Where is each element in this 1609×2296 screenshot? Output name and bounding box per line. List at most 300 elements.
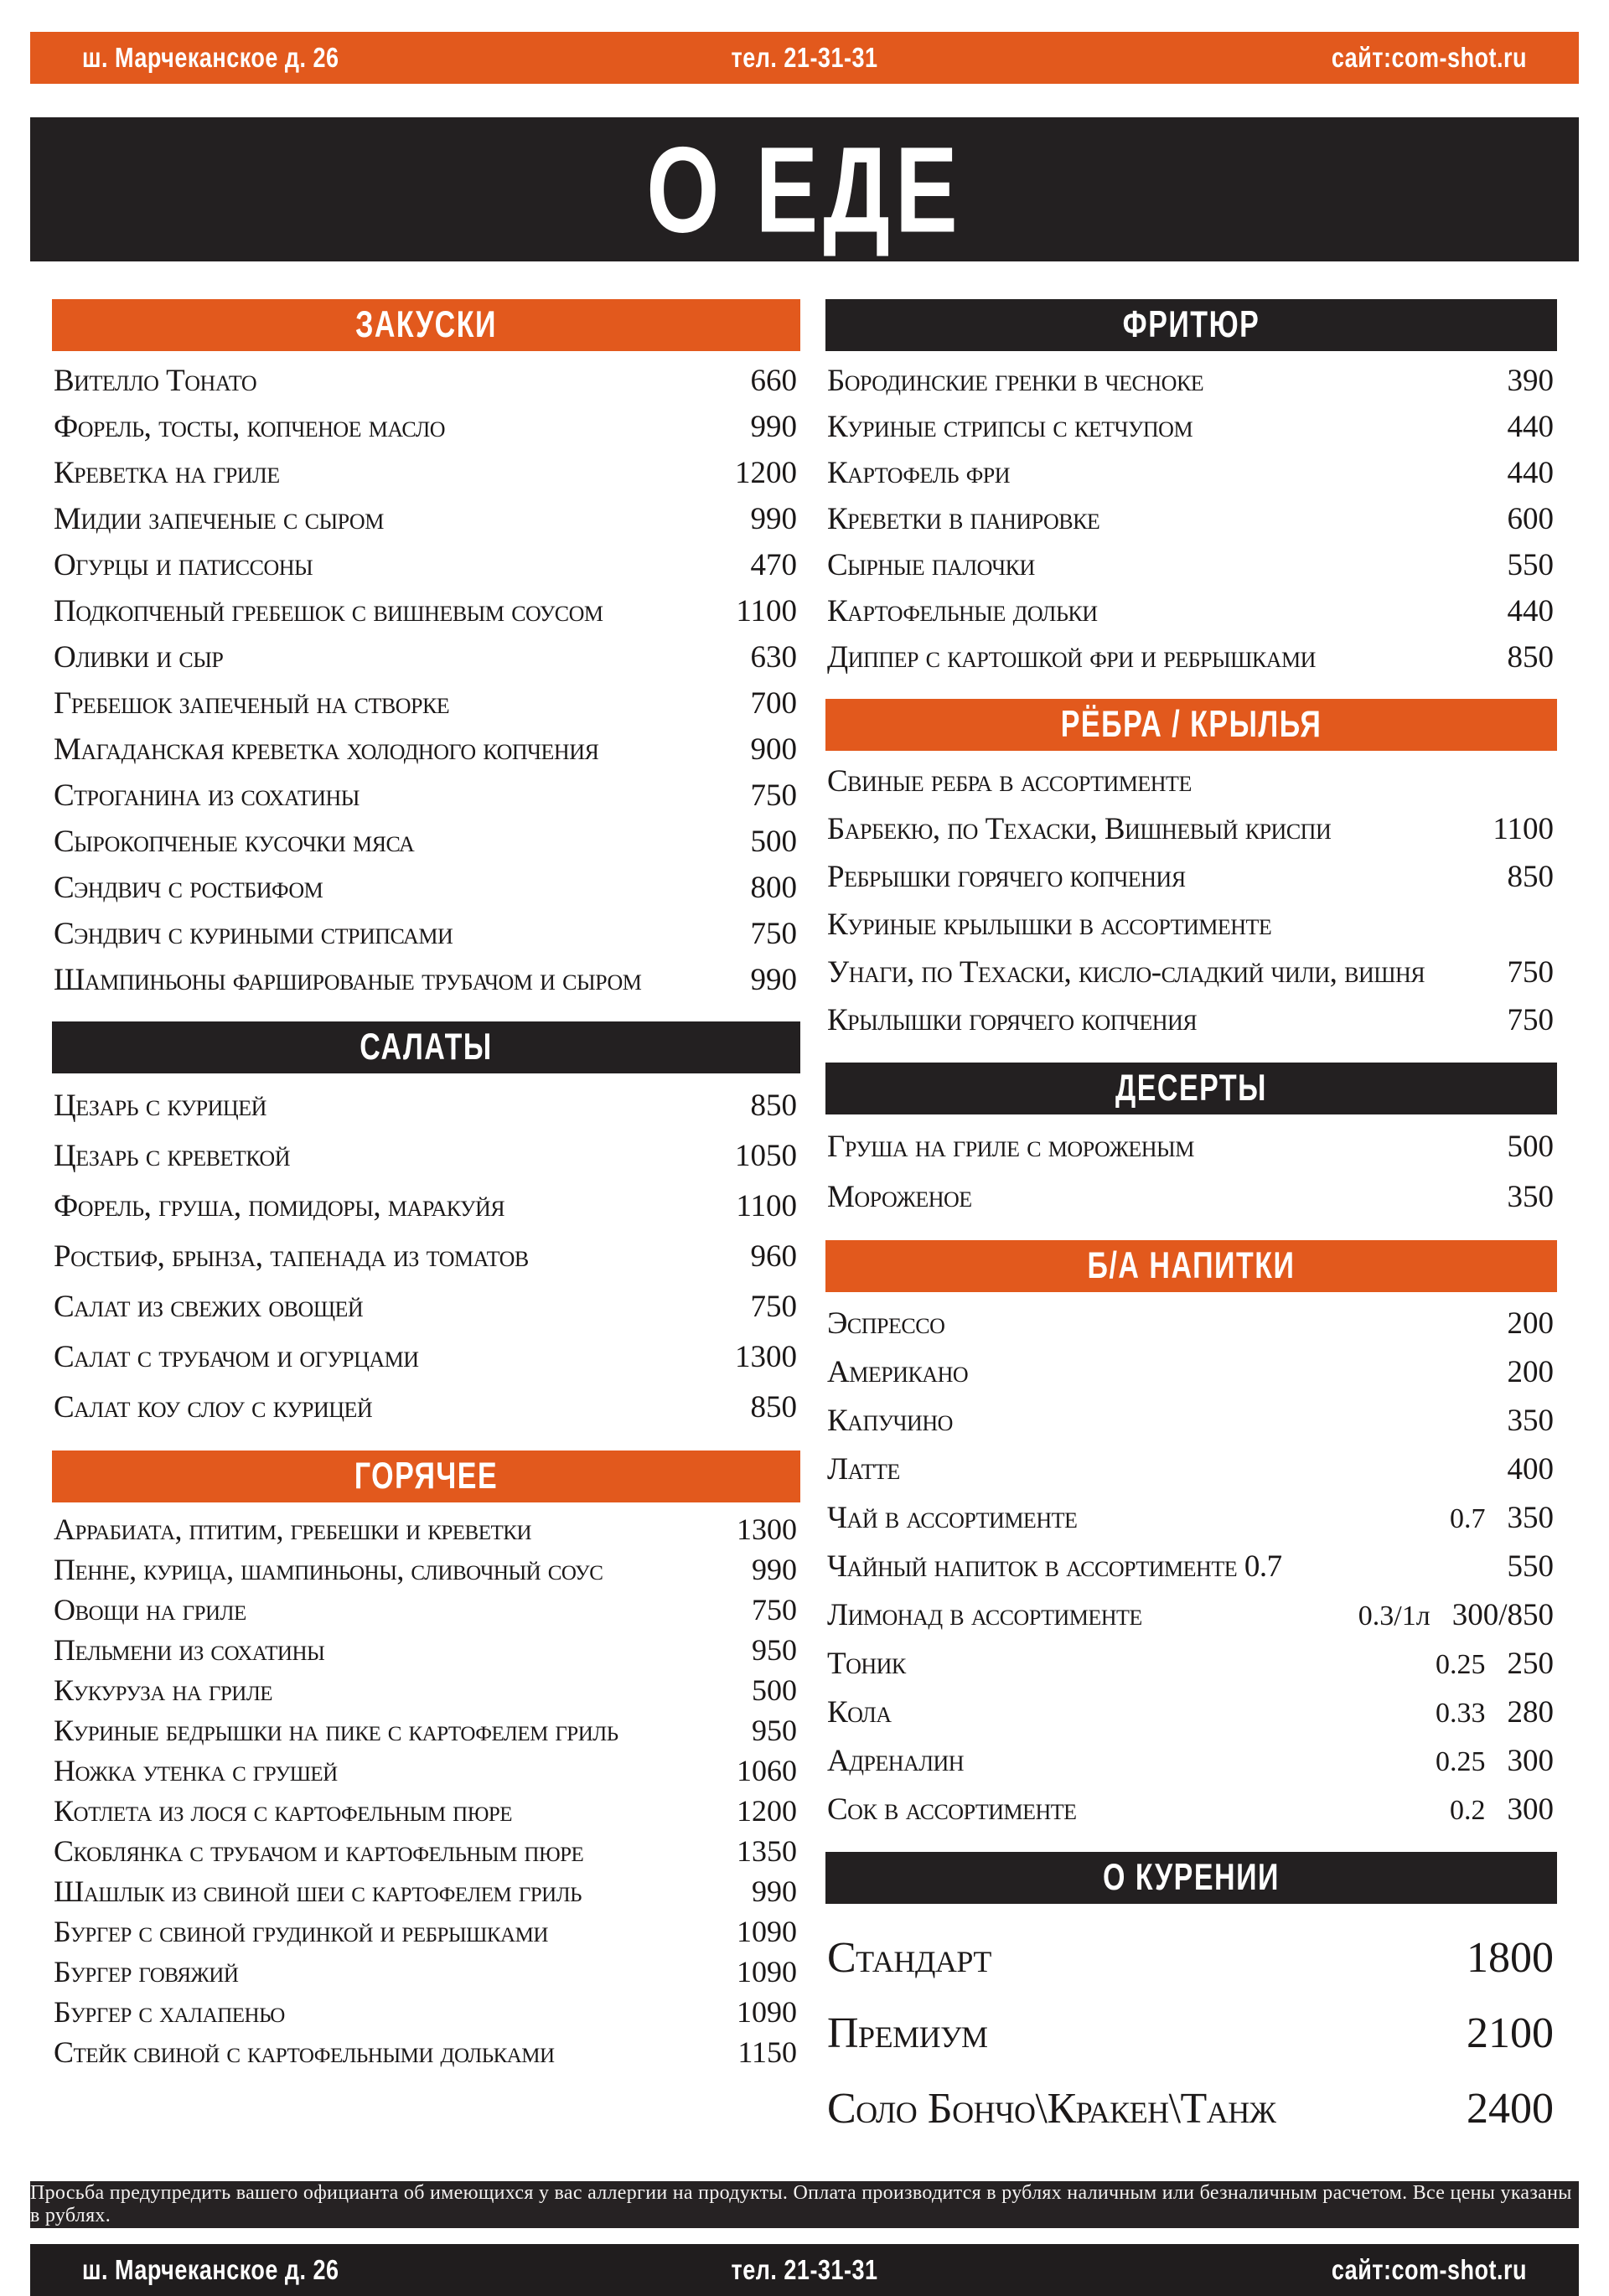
dish-price: 280 <box>1507 1694 1554 1730</box>
menu-item <box>827 1121 1554 1171</box>
section-header <box>825 699 1557 751</box>
section-items <box>825 358 1557 680</box>
dish-price: 2400 <box>1467 2085 1554 2133</box>
dish-name: Куриные стрипсы с кетчупом <box>827 410 1193 444</box>
dish-price: 850 <box>1507 860 1554 894</box>
dish-name: Тоник <box>827 1646 906 1681</box>
dish-price: 470 <box>750 548 797 582</box>
dish-name: Кола <box>827 1694 892 1730</box>
menu-item <box>54 496 797 542</box>
section-items <box>825 1299 1557 1833</box>
section-title: ФРИТЮР <box>1122 303 1260 346</box>
dish-price: 990 <box>752 1875 797 1908</box>
menu-item <box>54 1750 797 1791</box>
menu-item <box>827 542 1554 588</box>
dish-price: 350 <box>1507 1403 1554 1438</box>
price-group <box>737 1916 797 1947</box>
dish-price: 440 <box>1507 456 1554 490</box>
menu-item <box>54 1181 797 1231</box>
section-header <box>52 1451 800 1502</box>
section-items <box>825 1921 1557 2147</box>
dish-price: 600 <box>1507 502 1554 536</box>
menu-item <box>827 901 1554 949</box>
price-group <box>751 780 798 811</box>
menu-item <box>54 1791 797 1831</box>
price-group <box>750 1389 798 1425</box>
price-group <box>1508 365 1555 396</box>
bottom-info-bar <box>30 2244 1579 2296</box>
dish-name: Ножка утенка с грушей <box>54 1754 338 1787</box>
section-items <box>825 1121 1557 1222</box>
price-group <box>751 826 798 857</box>
menu-item <box>54 911 797 957</box>
price-group <box>1507 1179 1555 1214</box>
dish-name: Бургер говяжий <box>54 1955 239 1988</box>
price-group <box>1508 596 1555 627</box>
menu-item <box>827 1171 1554 1222</box>
dish-price: 1200 <box>735 456 797 490</box>
dish-price: 1150 <box>737 2035 797 2069</box>
menu-section-zakuski <box>52 299 800 1003</box>
menu-item <box>827 1396 1554 1445</box>
address-text: ш. Марчеканское д. 26 <box>82 2253 339 2286</box>
menu-item <box>827 1785 1554 1833</box>
menu-item <box>54 1382 797 1432</box>
price-group <box>1508 957 1555 988</box>
dish-price: 300 <box>1507 1743 1554 1778</box>
dish-name: Магаданская креветка холодного копчения <box>54 732 599 767</box>
dish-name: Цезарь с креветкой <box>54 1138 290 1173</box>
price-group <box>1436 1745 1554 1776</box>
dish-price: 440 <box>1507 410 1554 444</box>
menu-item <box>54 1831 797 1871</box>
page-title: О ЕДЕ <box>646 121 963 258</box>
website-text: сайт:com-shot.ru <box>1331 41 1528 74</box>
price-group <box>750 1238 798 1274</box>
dish-price: 800 <box>750 871 797 905</box>
menu-item <box>827 2071 1554 2147</box>
dish-name: Бургер с халапеньо <box>54 1995 285 2029</box>
dish-price: 500 <box>1507 1129 1554 1164</box>
menu-item <box>827 634 1554 680</box>
dish-name: Латте <box>827 1451 900 1487</box>
dish-name: Капучино <box>827 1403 953 1438</box>
notice-bar <box>30 2181 1579 2228</box>
menu-item <box>827 1736 1554 1785</box>
dish-name: Груша на гриле с мороженым <box>827 1129 1194 1164</box>
price-group <box>751 550 798 581</box>
price-group <box>735 1140 797 1171</box>
dish-name: Салат коу слоу с курицей <box>54 1389 373 1425</box>
price-group <box>751 1291 798 1322</box>
menu-item <box>54 1871 797 1911</box>
price-group <box>752 1675 797 1705</box>
menu-item <box>827 1493 1554 1542</box>
dish-name: Стейк свиной с картофельными дольками <box>54 2035 555 2069</box>
dish-name: Куриные крылышки в ассортименте <box>827 908 1272 942</box>
section-header <box>825 1063 1557 1114</box>
menu-item <box>827 949 1554 996</box>
dish-volume: 0.33 <box>1436 1697 1486 1729</box>
address-text: ш. Марчеканское д. 26 <box>82 41 339 74</box>
menu-item <box>54 1332 797 1382</box>
menu-item <box>827 588 1554 634</box>
dish-price: 1090 <box>737 1915 797 1948</box>
dish-price: 350 <box>1507 1500 1554 1535</box>
price-group <box>1508 1005 1555 1036</box>
dish-name: Салат с трубачом и огурцами <box>54 1339 419 1374</box>
section-title: РЁБРА / КРЫЛЬЯ <box>1060 703 1322 746</box>
dish-price: 500 <box>752 1673 797 1707</box>
price-group <box>735 1339 797 1374</box>
price-group <box>1508 411 1555 442</box>
dish-name: Подкопченый гребешок с вишневым соусом <box>54 594 603 628</box>
dish-price: 990 <box>750 410 797 444</box>
menu-item <box>827 496 1554 542</box>
price-group <box>1508 1308 1555 1339</box>
dish-name: Креветка на гриле <box>54 456 280 490</box>
dish-name: Форель, тосты, копченое масло <box>54 410 446 444</box>
menu-item <box>54 1590 797 1630</box>
dish-price: 1200 <box>737 1794 797 1828</box>
dish-price: 1300 <box>735 1339 797 1374</box>
dish-name: Гребешок запеченый на створке <box>54 686 450 721</box>
dish-price: 950 <box>752 1633 797 1667</box>
dish-name: Барбекю, по Техаски, Вишневый криспи <box>827 812 1332 846</box>
dish-name: Вителло Тонато <box>54 364 257 398</box>
menu-item <box>54 957 797 1003</box>
dish-name: Овощи на гриле <box>54 1593 246 1626</box>
dish-price: 1100 <box>736 1188 797 1223</box>
menu-section-kurenie <box>825 1852 1557 2147</box>
price-group <box>1507 1354 1555 1389</box>
price-group <box>737 1836 797 1866</box>
dish-name: Кукуруза на гриле <box>54 1673 273 1707</box>
dish-name: Креветки в панировке <box>827 502 1100 536</box>
price-group <box>736 1188 797 1223</box>
dish-price: 750 <box>750 778 797 813</box>
dish-volume: 0.2 <box>1450 1794 1486 1826</box>
menu-item <box>827 450 1554 496</box>
price-group <box>1358 1597 1554 1632</box>
dish-name: Чайный напиток в ассортименте 0.7 <box>827 1549 1282 1584</box>
dish-name: Соло Бончо\Кракен\Танж <box>827 2085 1276 2133</box>
menu-item <box>54 773 797 819</box>
dish-price: 550 <box>1507 548 1554 582</box>
dish-price: 850 <box>750 1088 797 1123</box>
left-column <box>52 299 800 2147</box>
dish-volume: 0.3/1л <box>1358 1600 1431 1632</box>
phone-text: тел. 21-31-31 <box>731 41 878 74</box>
price-group <box>751 688 798 719</box>
price-group <box>751 642 798 673</box>
dish-name: Эспрессо <box>827 1306 945 1341</box>
menu-item <box>54 819 797 865</box>
dish-price: 1060 <box>737 1754 797 1787</box>
price-group <box>752 1595 797 1625</box>
dish-name: Сырокопченые кусочки мяса <box>54 825 415 859</box>
section-header <box>825 299 1557 351</box>
dish-name: Шампиньоны фаршированые трубачом и сыром <box>54 963 642 997</box>
dish-name: Премиум <box>827 2009 988 2057</box>
menu-item <box>827 805 1554 853</box>
price-group <box>1450 1502 1554 1533</box>
dish-price: 1050 <box>735 1138 797 1173</box>
price-group <box>751 734 798 765</box>
dish-name: Крылышки горячего копчения <box>827 1003 1198 1037</box>
menu-item <box>54 542 797 588</box>
dish-price: 660 <box>750 364 797 398</box>
dish-price: 300/850 <box>1451 1597 1554 1632</box>
dish-price: 750 <box>750 1289 797 1324</box>
dish-name: Мороженое <box>827 1179 972 1214</box>
menu-item <box>827 1542 1554 1590</box>
menu-section-napitki <box>825 1240 1557 1833</box>
price-group <box>1508 1551 1555 1582</box>
menu-item <box>827 1299 1554 1347</box>
price-group <box>737 1796 797 1826</box>
dish-price: 200 <box>1507 1306 1554 1341</box>
dish-name: Куриные бедрышки на пике с картофелем гриль <box>54 1714 618 1747</box>
price-group <box>752 1554 797 1585</box>
dish-name: Бургер с свиной грудинкой и ребрышками <box>54 1915 548 1948</box>
section-items <box>825 758 1557 1044</box>
menu-item <box>54 634 797 680</box>
section-title: ЗАКУСКИ <box>355 303 497 346</box>
dish-price: 750 <box>752 1593 797 1626</box>
dish-name: Унаги, по Техаски, кисло-сладкий чили, вишня <box>827 955 1425 990</box>
menu-item <box>827 358 1554 404</box>
menu-item <box>54 1992 797 2032</box>
dish-name: Сэндвич с ростбифом <box>54 871 323 905</box>
section-header <box>52 1021 800 1073</box>
menu-item <box>827 1590 1554 1639</box>
dish-price: 1090 <box>737 1955 797 1988</box>
dish-price: 1800 <box>1467 1934 1554 1982</box>
price-group <box>751 964 798 995</box>
menu-item <box>827 1688 1554 1736</box>
price-group <box>752 1876 797 1906</box>
dish-price: 750 <box>750 917 797 951</box>
menu-section-frityur <box>825 299 1557 680</box>
dish-name: Сырные палочки <box>827 548 1035 582</box>
dish-name: Строганина из сохатины <box>54 778 360 813</box>
menu-item <box>54 865 797 911</box>
dish-name: Картофельные дольки <box>827 594 1098 628</box>
menu-item <box>54 1549 797 1590</box>
price-group <box>1450 1794 1554 1825</box>
menu-item <box>54 1281 797 1332</box>
phone-text: тел. 21-31-31 <box>731 2253 878 2286</box>
dish-price: 850 <box>1507 640 1554 675</box>
dish-price: 250 <box>1507 1646 1554 1681</box>
dish-price: 850 <box>750 1389 797 1425</box>
dish-volume: 0.7 <box>1450 1502 1486 1534</box>
dish-name: Оливки и сыр <box>54 640 224 675</box>
menu-item <box>827 853 1554 901</box>
dish-price: 1100 <box>736 594 797 628</box>
price-group <box>1493 814 1554 845</box>
menu-item <box>54 1670 797 1710</box>
menu-item <box>54 680 797 727</box>
section-title: ГОРЯЧЕЕ <box>354 1455 499 1497</box>
section-items <box>52 1080 800 1432</box>
dish-name: Лимонад в ассортименте <box>827 1597 1142 1632</box>
menu-item <box>54 1080 797 1130</box>
dish-name: Салат из свежих овощей <box>54 1289 364 1324</box>
section-title: Б/А НАПИТКИ <box>1087 1244 1296 1287</box>
menu-item <box>54 358 797 404</box>
dish-name: Мидии запеченые с сыром <box>54 502 384 536</box>
price-group <box>751 918 798 949</box>
price-group <box>751 365 798 396</box>
price-group <box>751 1090 798 1121</box>
menu-item <box>827 1639 1554 1688</box>
price-group <box>1467 1934 1554 1982</box>
dish-price: 990 <box>750 502 797 536</box>
dish-price: 750 <box>1507 955 1554 990</box>
menu-item <box>54 1509 797 1549</box>
price-group <box>737 1756 797 1786</box>
dish-price: 550 <box>1507 1549 1554 1584</box>
price-group <box>751 872 798 903</box>
section-items <box>52 358 800 1003</box>
price-group <box>737 1997 797 2027</box>
section-items <box>52 1509 800 2072</box>
dish-volume: 0.25 <box>1436 1648 1486 1680</box>
menu-item <box>827 1445 1554 1493</box>
allergy-notice-text: Просьба предупредить вашего официанта об имеющихся у вас аллергии на продукты. Оплата производится в рублях наличным или безналичным расчетом. Все цены указаны в рублях. <box>30 2182 1572 2226</box>
price-group <box>751 504 798 535</box>
menu-item <box>54 1130 797 1181</box>
menu-item <box>54 1911 797 1952</box>
dish-name: Ребрышки горячего копчения <box>827 860 1186 894</box>
dish-name: Стандарт <box>827 1934 991 1982</box>
dish-price: 990 <box>752 1553 797 1586</box>
dish-name: Чай в ассортименте <box>827 1500 1078 1535</box>
section-header <box>825 1240 1557 1292</box>
dish-name: Котлета из лося с картофельным пюре <box>54 1794 513 1828</box>
dish-name: Картофель фри <box>827 456 1011 490</box>
dish-name: Цезарь с курицей <box>54 1088 266 1123</box>
dish-name: Аррабиата, птитим, гребешки и креветки <box>54 1513 531 1546</box>
price-group <box>1508 1405 1555 1436</box>
dish-volume: 0.25 <box>1436 1745 1486 1777</box>
dish-price: 700 <box>750 686 797 721</box>
menu-item <box>54 1710 797 1750</box>
menu-item <box>827 404 1554 450</box>
dish-name: Диппер с картошкой фри и ребрышками <box>827 640 1316 675</box>
menu-columns <box>30 299 1579 2147</box>
dish-price: 990 <box>750 963 797 997</box>
menu-item <box>54 404 797 450</box>
menu-item <box>54 727 797 773</box>
menu-item <box>54 1630 797 1670</box>
menu-item <box>54 1952 797 1992</box>
price-group <box>1508 458 1555 489</box>
menu-item <box>827 996 1554 1044</box>
dish-name: Форель, груша, помидоры, маракуйя <box>54 1188 505 1223</box>
dish-price: 1100 <box>1493 812 1554 846</box>
dish-name: Шашлык из свиной шеи с картофелем гриль <box>54 1875 582 1908</box>
price-group <box>752 1715 797 1745</box>
price-group <box>737 1514 797 1544</box>
menu-item <box>827 1921 1554 1996</box>
dish-price: 2100 <box>1467 2009 1554 2057</box>
dish-name: Американо <box>827 1354 969 1389</box>
menu-item <box>54 2032 797 2072</box>
dish-price: 200 <box>1507 1354 1554 1389</box>
dish-price: 500 <box>750 825 797 859</box>
section-header <box>52 299 800 351</box>
menu-item <box>54 588 797 634</box>
dish-price: 350 <box>1507 1179 1554 1214</box>
price-group <box>751 411 798 442</box>
dish-price: 900 <box>750 732 797 767</box>
price-group <box>737 2037 797 2067</box>
price-group <box>737 1957 797 1987</box>
dish-price: 1350 <box>737 1834 797 1868</box>
dish-price: 960 <box>750 1238 797 1274</box>
dish-price: 750 <box>1507 1003 1554 1037</box>
dish-name: Бородинские гренки в чесноке <box>827 364 1204 398</box>
dish-name: Сок в ассортименте <box>827 1792 1077 1827</box>
price-group <box>1436 1694 1554 1730</box>
menu-section-goryachee <box>52 1451 800 2072</box>
top-info-bar <box>30 32 1579 84</box>
dish-name: Сэндвич с куриными стрипсами <box>54 917 453 951</box>
section-title: О КУРЕНИИ <box>1103 1856 1280 1899</box>
menu-item <box>827 1996 1554 2071</box>
menu-item <box>54 450 797 496</box>
price-group <box>1508 550 1555 581</box>
section-title: ДЕСЕРТЫ <box>1115 1067 1267 1109</box>
dish-price: 950 <box>752 1714 797 1747</box>
menu-section-rebra <box>825 699 1557 1044</box>
price-group <box>1467 2009 1554 2057</box>
price-group <box>1507 1451 1555 1487</box>
dish-price: 1300 <box>737 1513 797 1546</box>
dish-name: Пельмени из сохатины <box>54 1633 325 1667</box>
dish-price: 390 <box>1507 364 1554 398</box>
section-title: САЛАТЫ <box>360 1026 493 1068</box>
dish-price: 1090 <box>737 1995 797 2029</box>
dish-price: 440 <box>1507 594 1554 628</box>
website-text: сайт:com-shot.ru <box>1331 2253 1528 2286</box>
dish-price: 400 <box>1507 1451 1554 1487</box>
dish-price: 630 <box>750 640 797 675</box>
menu-item <box>827 1347 1554 1396</box>
price-group <box>1508 642 1555 673</box>
menu-item <box>54 1231 797 1281</box>
price-group <box>1436 1648 1554 1679</box>
dish-name: Огурцы и патиссоны <box>54 548 313 582</box>
section-header <box>825 1852 1557 1904</box>
dish-name: Ростбиф, брынза, тапенада из томатов <box>54 1238 529 1274</box>
menu-item <box>827 758 1554 805</box>
dish-name: Адреналин <box>827 1743 965 1778</box>
price-group <box>1508 504 1555 535</box>
price-group <box>752 1635 797 1665</box>
dish-name: Пенне, курица, шампиньоны, сливочный соус <box>54 1553 603 1586</box>
price-group <box>1467 2087 1554 2131</box>
price-group <box>1508 861 1555 892</box>
dish-name: Скоблянка с трубачом и картофельным пюре <box>54 1834 584 1868</box>
title-bar <box>30 117 1579 261</box>
price-group <box>1508 1131 1555 1162</box>
price-group <box>736 596 797 627</box>
dish-price: 300 <box>1507 1792 1554 1827</box>
